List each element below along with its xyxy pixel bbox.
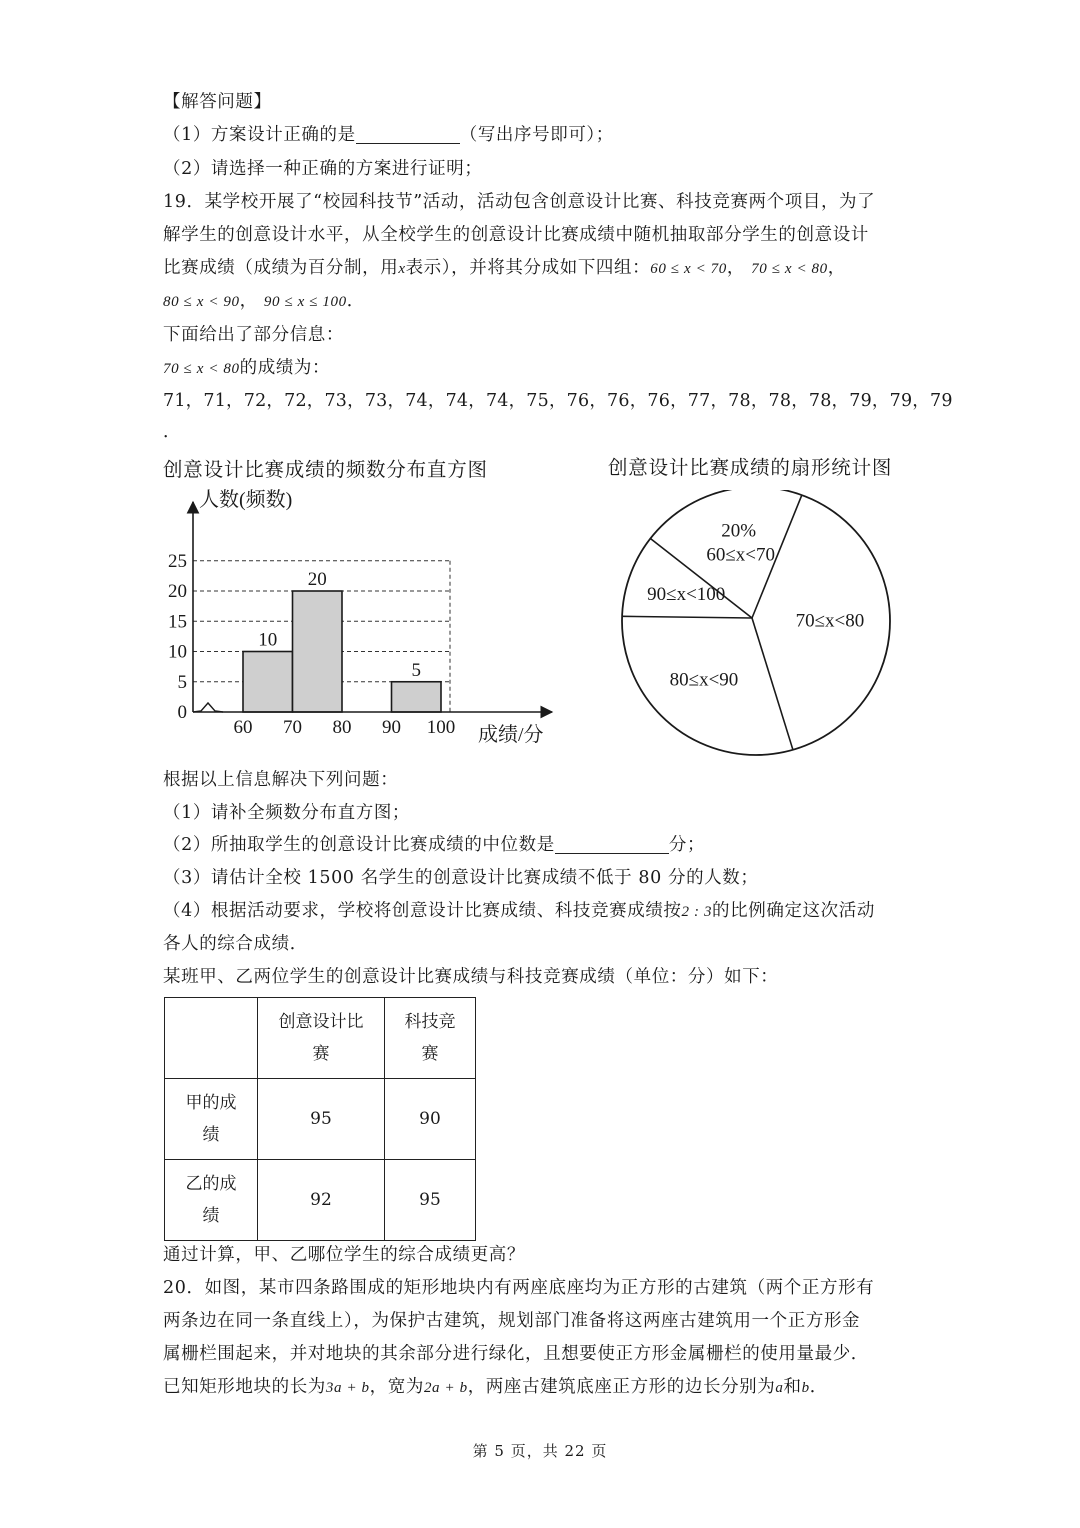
final-question: 通过计算，甲、乙哪位学生的综合成绩更高？ [163,1245,525,1265]
group-1: 60 ≤ x < 70 [650,261,727,277]
p19-intro-line1: 19．某学校开展了“校园科技节”活动，活动包含创意设计比赛、科技竞赛两个项目，为了 [163,192,876,212]
x-tick-label: 60 [233,717,253,738]
y-axis-label: 人数(频数) [199,489,293,511]
pie-percent-label: 20% [721,520,757,542]
table-row [165,1160,476,1241]
q18-part1-suffix: （写出序号即可）； [459,125,614,145]
cell-tech-score: 95 [385,1160,476,1241]
score-table [164,997,476,1241]
header-tech: 科技竞 赛 [385,998,476,1079]
pie-slice-label: 70≤x<80 [795,610,865,632]
bar-value-label: 10 [258,629,278,651]
p19-info-line: 下面给出了部分信息： [163,325,344,345]
pie-chart [610,490,900,760]
sub-question-4 [163,899,875,924]
p20-line4 [163,1375,828,1400]
x-tick-label: 90 [382,717,401,738]
sq2-suffix: 分； [668,835,706,855]
width-expr: 2a + b [423,1380,468,1396]
row-name: 甲的成 绩 [165,1079,258,1160]
q18-part2: （2）请选择一种正确的方案进行证明； [163,159,483,179]
x-tick-label: 80 [332,717,352,738]
p20-l4-mid1: ，宽为 [369,1377,424,1397]
histogram-bar [243,652,293,713]
table-row [165,1079,476,1160]
x-axis-label: 成绩/分 [478,724,544,746]
range-label: 70 ≤ x < 80 [163,361,240,377]
var-b: b [801,1380,810,1396]
ratio: 2 : 3 [681,904,713,920]
bar-value-label: 5 [411,659,421,681]
q18-part1-prefix: （1）方案设计正确的是 [163,125,356,145]
sep: ， [827,258,846,278]
p20-line2: 两条边在同一条直线上），为保护古建筑，规划部门准备将这两座古建筑用一个正方形金 [163,1311,861,1331]
p19-scores: 71，71，72，72，73，73，74，74，74，75，76，76，76，77，78，78，78，79，79，79 [163,391,953,411]
p20-l4-mid2: ，两座古建筑底座正方形的边长分别为 [467,1377,776,1397]
cell-tech-score: 90 [385,1079,476,1160]
table-header-row [165,998,476,1079]
histogram-bar [392,682,442,712]
sub-question-2 [163,833,705,857]
p20-line3: 属栅栏围起来，并对地块的其余部分进行绿化，且想要使正方形金属栅栏的使用量最少． [163,1344,869,1364]
sub-question-4-line2: 各人的综合成绩． [163,934,308,954]
range-suffix: 的成绩为： [239,358,331,378]
table-intro: 某班甲、乙两位学生的创意设计比赛成绩与科技竞赛成绩（单位：分）如下： [163,967,779,987]
y-tick-label: 5 [177,671,187,693]
table-corner-cell [165,998,258,1079]
cell-design-score: 92 [258,1160,385,1241]
y-tick-label: 15 [168,611,187,633]
axis-break-mark [193,703,223,712]
pie-slice-label: 90≤x<100 [647,584,726,606]
p20-line1: 20．如图，某市四条路围成的矩形地块内有两座底座均为正方形的古建筑（两个正方形有 [163,1278,875,1298]
p19-intro-line4 [163,289,365,314]
length-expr: 3a + b [325,1380,370,1396]
group-2: 70 ≤ x < 80 [751,261,828,277]
sq4-prefix: （4）根据活动要求，学校将创意设计比赛成绩、科技竞赛成绩按 [163,901,682,921]
row-name: 乙的成 绩 [165,1160,258,1241]
sq2-prefix: （2）所抽取学生的创意设计比赛成绩的中位数是 [163,835,555,855]
sep: ， [726,258,745,278]
x-tick-label: 100 [426,717,456,738]
p19-range-line [163,356,330,381]
bar-value-label: 20 [307,569,327,590]
pie-slice-label: 60≤x<70 [706,544,776,566]
cell-design-score: 95 [258,1079,385,1160]
median-answer-blank[interactable] [555,835,669,854]
sep: ， [239,291,258,311]
y-tick-label: 10 [168,641,187,663]
sq4-suffix: 的比例确定这次活动 [712,901,875,921]
q18-part1 [163,123,614,147]
group-3: 80 ≤ x < 90 [163,294,240,310]
questions-intro: 根据以上信息解决下列问题： [163,770,399,790]
pie-title: 创意设计比赛成绩的扇形统计图 [608,456,893,479]
group-4: 90 ≤ x ≤ 100 [263,294,347,310]
p19-intro-line3 [163,256,846,281]
y-tick-label: 20 [168,581,187,602]
period: ． [346,291,365,311]
p19-scores-end: ． [163,422,182,442]
histogram-title: 创意设计比赛成绩的频数分布直方图 [163,458,488,481]
y-tick-label: 0 [177,702,187,723]
var-a: a [775,1380,784,1396]
var-x: x [398,261,406,277]
sub-question-1: （1）请补全频数分布直方图； [163,803,411,823]
p19-intro-line2: 解学生的创意设计水平，从全校学生的创意设计比赛成绩中随机抽取部分学生的创意设计 [163,225,869,245]
header-design: 创意设计比 赛 [258,998,385,1079]
histogram-chart [160,480,580,755]
answer-heading: 【解答问题】 [163,92,272,112]
p20-l4-end: ． [809,1377,828,1397]
pie-slice-label: 80≤x<90 [669,669,739,691]
answer-blank[interactable] [356,125,460,144]
and-word: 和 [783,1377,802,1397]
p20-l4-prefix: 已知矩形地块的长为 [163,1377,326,1397]
sub-question-3: （3）请估计全校 1500 名学生的创意设计比赛成绩不低于 80 分的人数； [163,868,759,888]
page-footer: 第 5 页，共 22 页 [472,1442,608,1460]
histogram-bar [293,591,343,712]
y-tick-label: 25 [168,550,187,572]
p19-line3-mid: 表示），并将其分成如下四组： [405,258,651,278]
x-tick-label: 70 [283,717,302,738]
p19-line3-prefix: 比赛成绩（成绩为百分制，用 [163,258,399,278]
